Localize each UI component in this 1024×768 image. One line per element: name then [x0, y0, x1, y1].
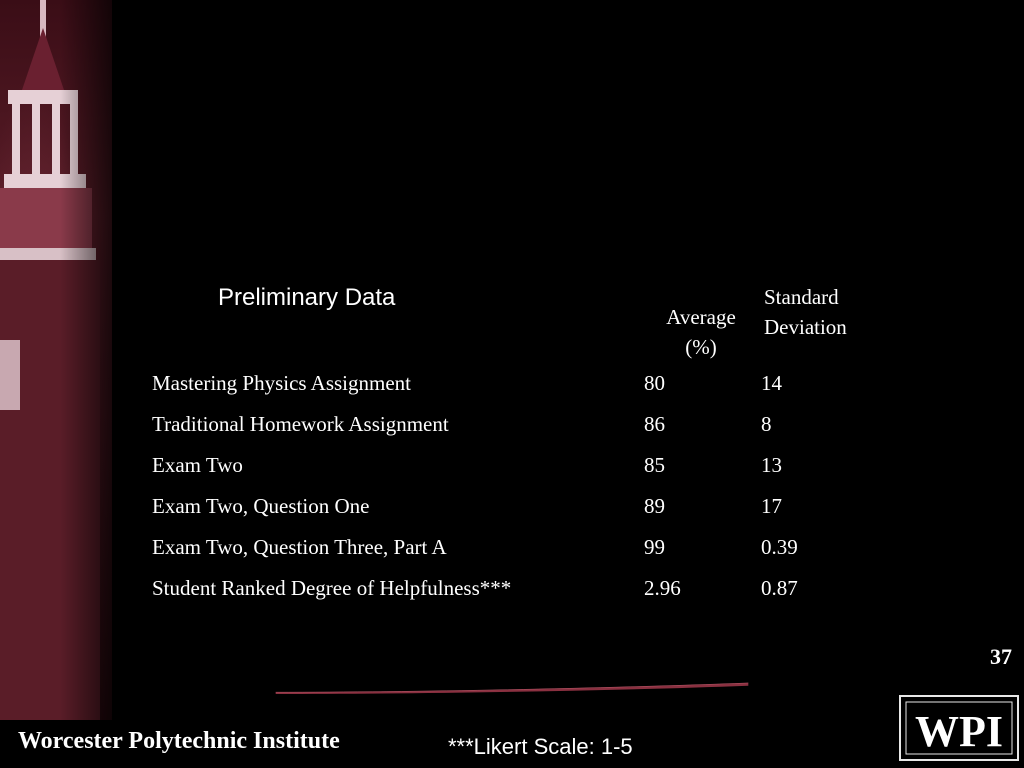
slide-title: Preliminary Data — [218, 284, 396, 311]
svg-text:WPI: WPI — [915, 707, 1003, 756]
page-number: 37 — [990, 644, 1012, 669]
row-label: Exam Two — [152, 453, 243, 477]
data-table — [146, 265, 881, 609]
row-label: Mastering Physics Assignment — [152, 371, 412, 395]
wpi-logo — [898, 694, 1020, 762]
row-average: 99 — [644, 535, 665, 559]
footer-divider — [0, 682, 1024, 694]
row-sd: 0.87 — [761, 576, 798, 600]
row-label: Exam Two, Question Three, Part A — [152, 535, 447, 559]
table-row — [146, 445, 881, 486]
footer-institution: Worcester Polytechnic Institute — [18, 728, 340, 754]
table-row — [146, 363, 881, 404]
row-average: 86 — [644, 412, 665, 436]
row-label: Traditional Homework Assignment — [152, 412, 449, 436]
footnote: ***Likert Scale: 1-5 — [448, 734, 633, 759]
row-sd: 14 — [761, 371, 782, 395]
row-sd: 17 — [761, 494, 782, 518]
row-average: 80 — [644, 371, 665, 395]
sd-header: Standard Deviation — [764, 285, 847, 339]
row-sd: 13 — [761, 453, 782, 477]
row-sd: 0.39 — [761, 535, 798, 559]
row-average: 89 — [644, 494, 665, 518]
average-header: Average (%) — [666, 305, 736, 359]
table-row — [146, 527, 881, 568]
row-average: 85 — [644, 453, 665, 477]
photo-fade — [60, 0, 150, 720]
row-label: Exam Two, Question One — [152, 494, 370, 518]
table-header-row — [146, 265, 881, 363]
table-row — [146, 568, 881, 609]
row-label: Student Ranked Degree of Helpfulness*** — [152, 576, 512, 600]
row-average: 2.96 — [644, 576, 681, 600]
table-row — [146, 404, 881, 445]
table-row — [146, 486, 881, 527]
row-sd: 8 — [761, 412, 772, 436]
